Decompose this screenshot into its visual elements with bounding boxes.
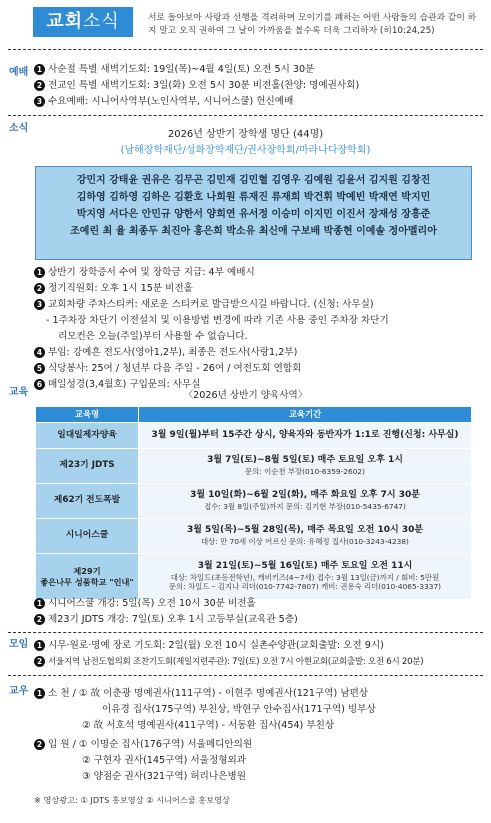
course-period: 3월 9일(월)부터 15주간 상시, 양육자와 동반자가 1:1로 진행(신청: 사무실): [139, 423, 472, 449]
list-item: ② 구현자 권사(145구역) 서울정형외과: [82, 755, 247, 766]
page-title: 교회소식: [33, 7, 133, 37]
list-item: 2 전교인 특별 새벽기도회: 3일(화) 오전 5시 30분 비전홀(찬양: 명예권사회): [34, 80, 359, 93]
education-table-title: 〈2026년 상반기 양육사역〉: [183, 390, 308, 401]
list-item: 1 시니어스쿨 개강: 5일(목) 오전 10시 30분 비전홀: [34, 598, 256, 611]
names-row: 박지영 서다은 안민규 양한서 양희연 유서정 이승미 이지민 이진서 장재성 장흥준: [76, 209, 431, 220]
divider: [8, 675, 483, 676]
list-item: 이유경 집사(175구역) 부친상, 박현구 안수집사(171구역) 빙부상: [102, 704, 376, 715]
footnote: ※ 영상광고: ① JDTS 홍보영상 ② 시니어스쿨 홍보영상: [34, 795, 230, 805]
course-name: 시니어스쿨: [36, 519, 139, 554]
list-item: 1 상반기 장학증서 수여 및 장학금 지급: 4부 예배시: [34, 267, 255, 280]
scholarship-names: [35, 166, 472, 260]
section-label-education: 교육: [9, 387, 29, 398]
list-item: 1 시무·원로·명예 장로 기도회: 2일(월) 오전 10시 실촌수양관(교회출발: 오전 9시): [34, 640, 384, 653]
course-name: 제62기 전도폭발: [36, 484, 139, 519]
table-header-row: [36, 407, 472, 423]
section-label-gathering: 모임: [9, 639, 29, 650]
course-period: 3월 10일(화)~6월 2일(화), 매주 화요일 오후 7시 30분 접수: 3월 8일(주일)까지 문의: 김기현 부장(010-5435-6747): [139, 484, 472, 519]
list-item: ③ 양점순 권사(321구역) 허리나은병원: [82, 771, 247, 782]
section-label-news: 소식: [9, 123, 29, 134]
table-row: [36, 519, 472, 554]
list-item: 5 식당봉사: 25여 / 청년부 다음 주일 - 26여 / 여전도회 연합회: [34, 363, 301, 376]
list-item: 3 수요예배: 시니어사역부(노인사역부, 시니어스쿨) 헌신예배: [34, 96, 293, 109]
names-row: 김하영 김하영 김하은 김환호 나희원 류재진 류재희 박건휘 박예빈 박재연 박지민: [76, 192, 431, 203]
names-row: 강민지 강태윤 권유은 김무곤 김민재 김민혈 김영우 김예원 김윤서 김지원 김창진: [76, 175, 431, 186]
course-name: 일대일제자양육: [36, 423, 139, 449]
list-item: 2 제23기 JDTS 개강: 7일(토) 오후 1시 고등부실(교육관 5층): [34, 614, 298, 627]
column-header: 교육기간: [139, 407, 472, 423]
page-header: [0, 0, 491, 48]
divider: [8, 49, 483, 50]
list-item: 2 입 원 / ① 이명순 집사(176구역) 서울메디안의원: [34, 739, 252, 752]
table-row: [36, 484, 472, 519]
table-row: [36, 423, 472, 449]
course-period: 3월 21일(토)~5월 16일(토) 매주 토요일 오전 11시 대상: 차일드(초등전학년), 캐비키즈(4~7세) 접수: 3월 13일(금)까지 / 회비: 5만원 문의: 차일드 – 김지나 리더(010-7742-7807) 캐비: 권용숙 리더(010-4065-3337): [139, 554, 472, 600]
course-period: 3월 7일(토)~8월 5일(토) 매주 토요일 오후 1시 문의: 이순천 부장(010-6359-2602): [139, 449, 472, 484]
list-item: 6 매일성경(3,4월호) 구입문의: 사무실: [34, 379, 201, 392]
divider: [8, 632, 483, 633]
column-header: 교육명: [36, 407, 139, 423]
list-item: 리모컨은 오늘(주일)부터 사용할 수 없습니다.: [58, 331, 248, 342]
list-item: 3 교회차량 주차스티커: 새로운 스티커로 발급받으시길 바랍니다. (신청: 사무실): [34, 299, 374, 312]
bible-verse: 서로 돌아보아 사랑과 선행을 격려하며 모이기를 폐하는 어떤 사람들의 습관과 같이 하지 말고 오직 권하여 그 날이 가까움을 볼수록 더욱 그리하자 (히10:24,25): [148, 13, 477, 36]
list-item: - 1주차장 차단기 이전설치 및 이용방법 변경에 따라 기존 사용 중인 주차장 차단기: [46, 315, 389, 326]
education-table: [35, 406, 472, 600]
section-label-members: 교우: [9, 686, 29, 697]
list-item: 1 사순절 특별 새벽기도회: 19일(목)~4월 4일(토) 오전 5시 30분: [34, 64, 314, 77]
table-row: [36, 554, 472, 600]
scholarship-title: 2026년 상반기 장학생 명단 (44명): [167, 129, 324, 140]
list-item: 2 서울지역 남전도협의회 조찬기도회(제일지련주관): 7일(토) 오전 7시 아현교회(교회출발: 오전 6시 20분): [34, 656, 423, 668]
names-row: 조예린 최 율 최종두 최진아 홍은희 박소유 최신애 구보배 박종현 이예솔 정아멜리아: [70, 226, 437, 237]
course-name: 제29기 좋은나무 성품학교 "인내": [36, 554, 139, 600]
table-row: [36, 449, 472, 484]
course-period: 3월 5일(목)~5월 28일(목), 매주 목요일 오전 10시 30분 대상: 만 70세 이상 어르신 문의: 유혜정 집사(010-3243-4238): [139, 519, 472, 554]
course-name: 제23기 JDTS: [36, 449, 139, 484]
list-item: 4 부임: 강예흔 전도사(영아1,2부), 최종은 전도사(사랑1,2부): [34, 347, 297, 360]
list-item: 2 정기직원회: 오후 1시 15분 비전홀: [34, 283, 193, 296]
list-item: ② 故 서호석 명예권사(411구역) - 서동환 집사(454) 부친상: [82, 720, 335, 731]
scholarship-subtitle: (남해장학재단/성화장학재단/권사장학회/마라나다장학회): [120, 145, 371, 156]
list-item: 1 소 천 / ① 故 이춘광 명예권사(111구역) - 이현주 명예권사(121구역) 남편상: [34, 688, 368, 701]
divider: [8, 115, 483, 116]
section-label-worship: 예배: [9, 67, 29, 78]
